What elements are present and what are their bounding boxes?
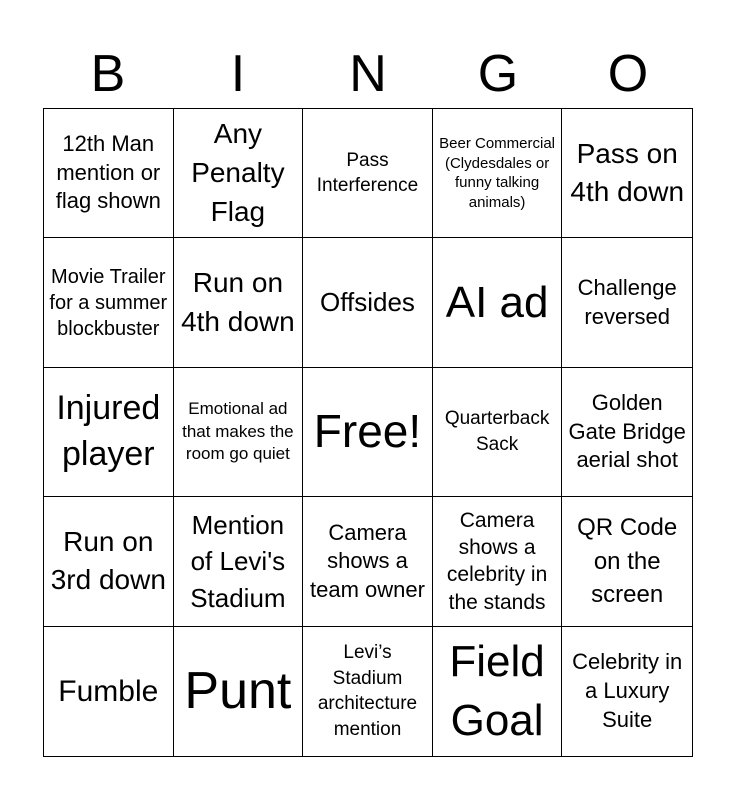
- bingo-square-label: Pass Interference: [316, 149, 419, 197]
- bingo-square[interactable]: [433, 368, 563, 497]
- bingo-square[interactable]: [303, 109, 433, 238]
- bingo-square[interactable]: [174, 497, 304, 626]
- header-letter-b: B: [90, 45, 126, 103]
- bingo-square-label: Punt: [184, 662, 292, 721]
- bingo-square-label: Challenge reversed: [577, 275, 677, 329]
- bingo-square[interactable]: [174, 238, 304, 367]
- header-letter-o: O: [607, 45, 649, 103]
- bingo-square[interactable]: [562, 497, 692, 626]
- bingo-square-label: Free!: [313, 405, 422, 458]
- bingo-square[interactable]: [433, 627, 563, 756]
- bingo-square[interactable]: [303, 368, 433, 497]
- bingo-square-label: QR Code on the screen: [577, 514, 678, 609]
- bingo-square[interactable]: [433, 238, 563, 367]
- bingo-square[interactable]: [433, 109, 563, 238]
- bingo-square-label: Levi’s Stadium architecture mention: [317, 642, 418, 740]
- bingo-square[interactable]: [562, 238, 692, 367]
- bingo-square-label: Offsides: [320, 287, 415, 318]
- bingo-square-label: Celebrity in a Luxury Suite: [572, 649, 683, 732]
- bingo-square[interactable]: [303, 497, 433, 626]
- bingo-square-label: Quarterback Sack: [444, 408, 550, 455]
- bingo-square[interactable]: [174, 368, 304, 497]
- bingo-square[interactable]: [44, 368, 174, 497]
- bingo-square[interactable]: [44, 627, 174, 756]
- bingo-square[interactable]: [303, 627, 433, 756]
- bingo-square-label: Emotional ad that makes the room go quiet: [182, 398, 294, 464]
- bingo-square-label: Any Penalty Flag: [191, 118, 285, 227]
- bingo-square-label: Injured player: [56, 389, 161, 473]
- bingo-square[interactable]: [174, 109, 304, 238]
- bingo-square-label: Camera shows a celebrity in the stands: [446, 508, 548, 614]
- bingo-square-label: Field Goal: [449, 636, 545, 746]
- bingo-square-label: Golden Gate Bridge aerial shot: [568, 390, 686, 473]
- bingo-square[interactable]: [174, 627, 304, 756]
- bingo-square-label: Run on 4th down: [181, 266, 295, 337]
- bingo-square-label: Camera shows a team owner: [310, 519, 425, 602]
- bingo-square-label: AI ad: [445, 277, 549, 327]
- bingo-square-label: Run on 3rd down: [50, 525, 166, 596]
- bingo-header: [43, 40, 693, 108]
- bingo-board: [43, 108, 693, 757]
- bingo-square-label: Fumble: [58, 674, 159, 708]
- header-letter-i: I: [230, 45, 246, 103]
- bingo-square[interactable]: [44, 109, 174, 238]
- bingo-square[interactable]: [303, 238, 433, 367]
- bingo-square-label: Movie Trailer for a summer blockbuster: [49, 265, 168, 340]
- header-letter-g: G: [477, 45, 519, 103]
- bingo-square-label: Pass on 4th down: [570, 137, 685, 208]
- bingo-square-label: Beer Commercial (Clydesdales or funny talking animals): [439, 135, 556, 211]
- header-letter-n: N: [349, 45, 387, 103]
- bingo-square[interactable]: [562, 109, 692, 238]
- bingo-square[interactable]: [562, 627, 692, 756]
- bingo-square[interactable]: [562, 368, 692, 497]
- bingo-square-label: Mention of Levi's Stadium: [190, 509, 286, 613]
- bingo-square[interactable]: [433, 497, 563, 626]
- bingo-square-label: 12th Man mention or flag shown: [55, 131, 161, 214]
- bingo-square[interactable]: [44, 238, 174, 367]
- bingo-square[interactable]: [44, 497, 174, 626]
